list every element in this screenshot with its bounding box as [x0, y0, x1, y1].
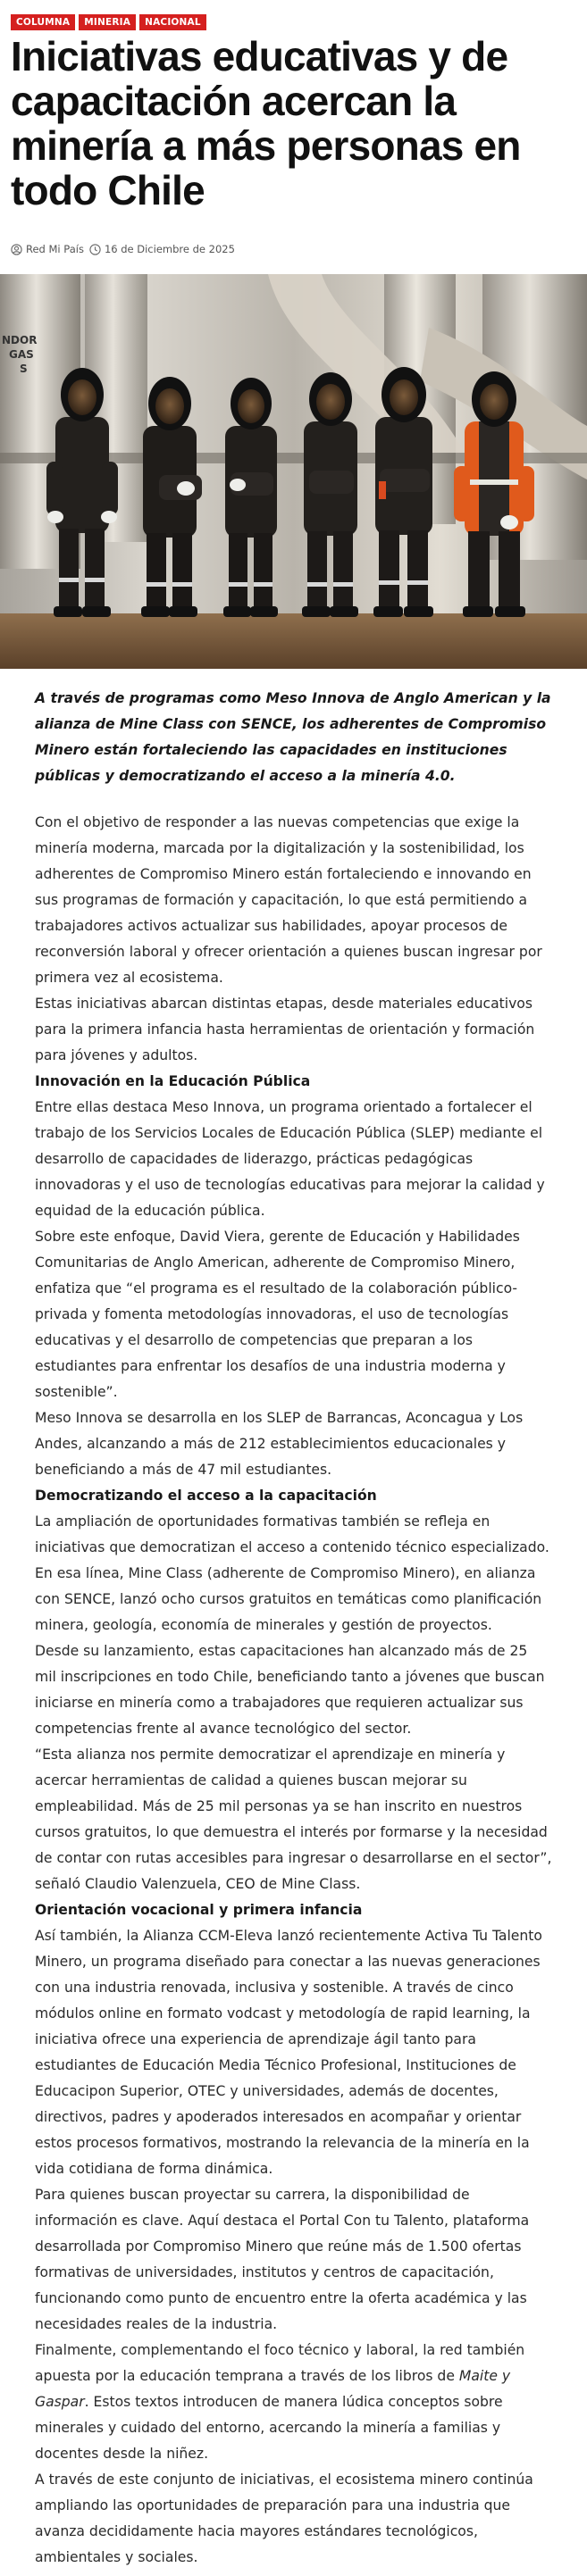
section-heading: Innovación en la Educación Pública [35, 1073, 311, 1089]
article-body [35, 686, 553, 2571]
article-title: Iniciativas educativas y de capacitación acercan la minería a más personas en todo Chile [11, 33, 521, 213]
category-tags [11, 14, 206, 30]
paragraph: Con el objetivo de responder a las nuevas competencias que exige la minería moderna, marcada por la digitalización y la sostenibilidad, los adherentes de Compromiso Minero están fortaleciendo e innovando en sus programas de formación y capacitación, lo que está permitiendo a trabajadores activos actualizar sus habilidades, apoyar procesos de reconversión laboral y ofrecer orientación a quienes buscan ingresar por primera vez al ecosistema. [35, 814, 542, 986]
wall-text-3: S [20, 363, 28, 375]
tag-mineria[interactable]: MINERIA [79, 14, 136, 30]
article-meta [11, 243, 235, 255]
wall-text-2: GAS [9, 348, 34, 361]
paragraph: Meso Innova se desarrolla en los SLEP de Barrancas, Aconcagua y Los Andes, alcanzando a más de 212 establecimientos educacionales y beneficiando a más de 47 mil estudiantes. [35, 1410, 524, 1478]
paragraph [35, 2338, 553, 2467]
paragraph: Desde su lanzamiento, estas capacitaciones han alcanzado más de 25 mil inscripciones en todo Chile, beneficiando tanto a jóvenes que buscan iniciarse en minería como a trabajadores que requieren actualizar sus competencias frente al avance tecnológico del sector. [35, 1643, 545, 1737]
wall-text-1: NDOR [2, 334, 38, 346]
paragraph: Para quienes buscan proyectar su carrera, la disponibilidad de información es clave. Aquí destaca el Portal Con tu Talento, plataforma desarrollada por Compromiso Minero que reúne más de 1.500 ofertas formativas de universidades, institutos y centros de capacitación, funcionando como punto de encuentro entre la oferta académica y las necesidades reales de la industria. [35, 2187, 530, 2332]
quote-paragraph: “Esta alianza nos permite democratizar el aprendizaje en minería y acercar herramientas de calidad a quienes buscan mejorar su empleabilidad. Más de 25 mil personas ya se han inscrito en nuestros cursos gratuitos, lo que demuestra el interés por formarse y la necesidad de contar con rutas accesibles para ingresar o desarrollarse en el sector”, señaló Claudio Valenzuela, CEO de Mine Class. [35, 1747, 552, 1892]
paragraph: Entre ellas destaca Meso Innova, un programa orientado a fortalecer el trabajo de los Servicios Locales de Educación Pública (SLEP) mediante el desarrollo de capacidades de liderazgo, prácticas pedagógicas innovadoras y el uso de tecnologías educativas para mejorar la calidad y equidad de la educación pública. [35, 1099, 545, 1219]
author-name[interactable]: Red Mi País [26, 243, 84, 255]
paragraph-text: Finalmente, complementando el foco técnico y laboral, la red también apuesta por la educación temprana a través de los libros de [35, 2342, 525, 2384]
hero-photo [0, 274, 587, 669]
paragraph: A través de este conjunto de iniciativas, el ecosistema minero continúa ampliando las oportunidades de preparación para una industria que avanza decididamente hacia mayores estándares tecnológicos, ambientales y sociales. [35, 2472, 533, 2565]
tag-columna[interactable]: COLUMNA [11, 14, 75, 30]
book-title: Maite y Gaspar [35, 2368, 511, 2410]
publish-date: 16 de Diciembre de 2025 [104, 243, 235, 255]
tag-nacional[interactable]: NACIONAL [139, 14, 206, 30]
user-circle-icon [11, 244, 22, 255]
section-heading: Democratizando el acceso a la capacitación [35, 1488, 377, 1504]
clock-icon [89, 244, 101, 255]
section-heading: Orientación vocacional y primera infancia [35, 1902, 363, 1918]
article-lead: A través de programas como Meso Innova de Anglo American y la alianza de Mine Class con SENCE, los adherentes de Compromiso Minero están fortaleciendo las capacidades en instituciones públicas y democratizando el acceso a la minería 4.0. [35, 690, 551, 784]
paragraph: Así también, la Alianza CCM-Eleva lanzó recientemente Activa Tu Talento Minero, un programa diseñado para conectar a las nuevas generaciones con una industria renovada, inclusiva y sostenible. A través de cinco módulos online en formato vodcast y metodología de rapid learning, la iniciativa ofrece una experiencia de aprendizaje ágil tanto para estudiantes de Educación Media Técnico Profesional, Instituciones de Educacipon Superior, OTEC y universidades, además de docentes, directivos, padres y apoderados interesados en acompañar y orientar estos procesos formativos, mostrando la relevancia de la minería en la vida cotidiana de forma dinámica. [35, 1928, 542, 2177]
paragraph: La ampliación de oportunidades formativas también se refleja en iniciativas que democratizan el acceso a contenido técnico especializado. En esa línea, Mine Class (adherente de Compromiso Minero), en alianza con SENCE, lanzó ocho cursos gratuitos en temáticas como planificación minera, geología, economía de minerales y gestión de proyectos. [35, 1513, 549, 1633]
paragraph-text: . Estos textos introducen de manera lúdica conceptos sobre minerales y cuidado del entorno, acercando la minería a familias y docentes desde la niñez. [35, 2394, 503, 2462]
paragraph: Estas iniciativas abarcan distintas etapas, desde materiales educativos para la primera infancia hasta herramientas de orientación y formación para jóvenes y adultos. [35, 996, 535, 1063]
paragraph: Sobre este enfoque, David Viera, gerente de Educación y Habilidades Comunitarias de Anglo American, adherente de Compromiso Minero, enfatiza que “el programa es el resultado de la colaboración público-privada y fomenta metodologías innovadoras, el uso de tecnologías educativas y el desarrollo de competencias que preparan a los estudiantes para enfrentar los desafíos de una industria moderna y sostenible”. [35, 1229, 520, 1400]
